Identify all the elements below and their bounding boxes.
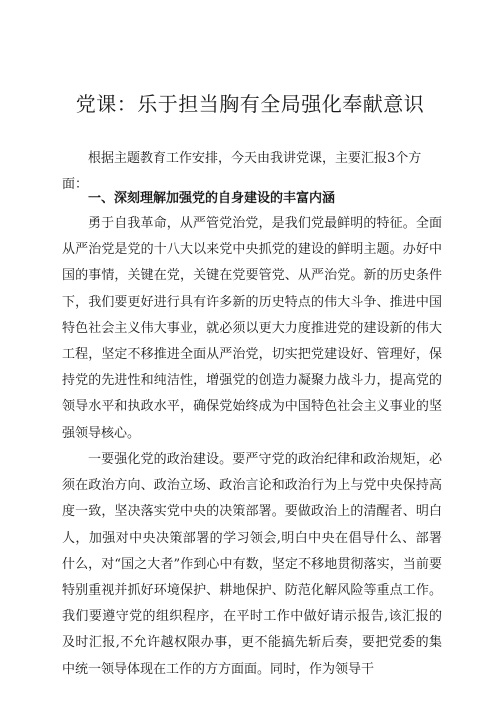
- paragraph-block-1: [62, 211, 442, 447]
- section-heading: 一、深刻理解加强党的自身建设的丰富内涵: [88, 191, 336, 206]
- intro-paragraph: 根据主题教育工作安排，今天由我讲党课，主要汇报3个方面：: [62, 151, 422, 193]
- document-title: 党课：乐于担当胸有全局强化奉献意识: [75, 92, 425, 116]
- paragraph-block-2: [62, 447, 442, 683]
- body-paragraph: 勇于自我革命，从严管党治党，是我们党最鲜明的特征。全面从严治党是党的十八大以来党中央抓党的建设的鲜明主题。办好中国的事情，关键在党，关键在党要管党、从严治党。新的历史条件下，我们要更好进行具有许多新的历史特点的伟大斗争、推进中国特色社会主义伟大事业，就必须以更大力度推进党的建设新的伟大工程，坚定不移推进全面从严治党，切实把党建设好、管理好，保持党的先进性和纯洁性，增强党的创造力凝聚力战斗力，提高党的领导水平和执政水平，确保党始终成为中国特色社会主义事业的坚强领导核心。: [62, 216, 442, 441]
- body-paragraph: 一要强化党的政治建设。要严守党的政治纪律和政治规矩，必须在政治方向、政治立场、政治言论和政治行为上与党中央保持高度一致，坚决落实党中央的决策部署。要做政治上的清醒者、明白人，加强对中央决策部署的学习领会,明白中央在倡导什么、部署什么，对“国之大者”作到心中有数，坚定不移地贯彻落实，当前要特别重视并抓好环境保护、耕地保护、防范化解风险等重点工作。我们要遵守党的组织程序，在平时工作中做好请示报告,该汇报的及时汇报,不允许越权限办事，更不能搞先斩后奏，要把党委的集中统一领导体现在工作的方方面面。同时，作为领导干: [62, 452, 442, 677]
